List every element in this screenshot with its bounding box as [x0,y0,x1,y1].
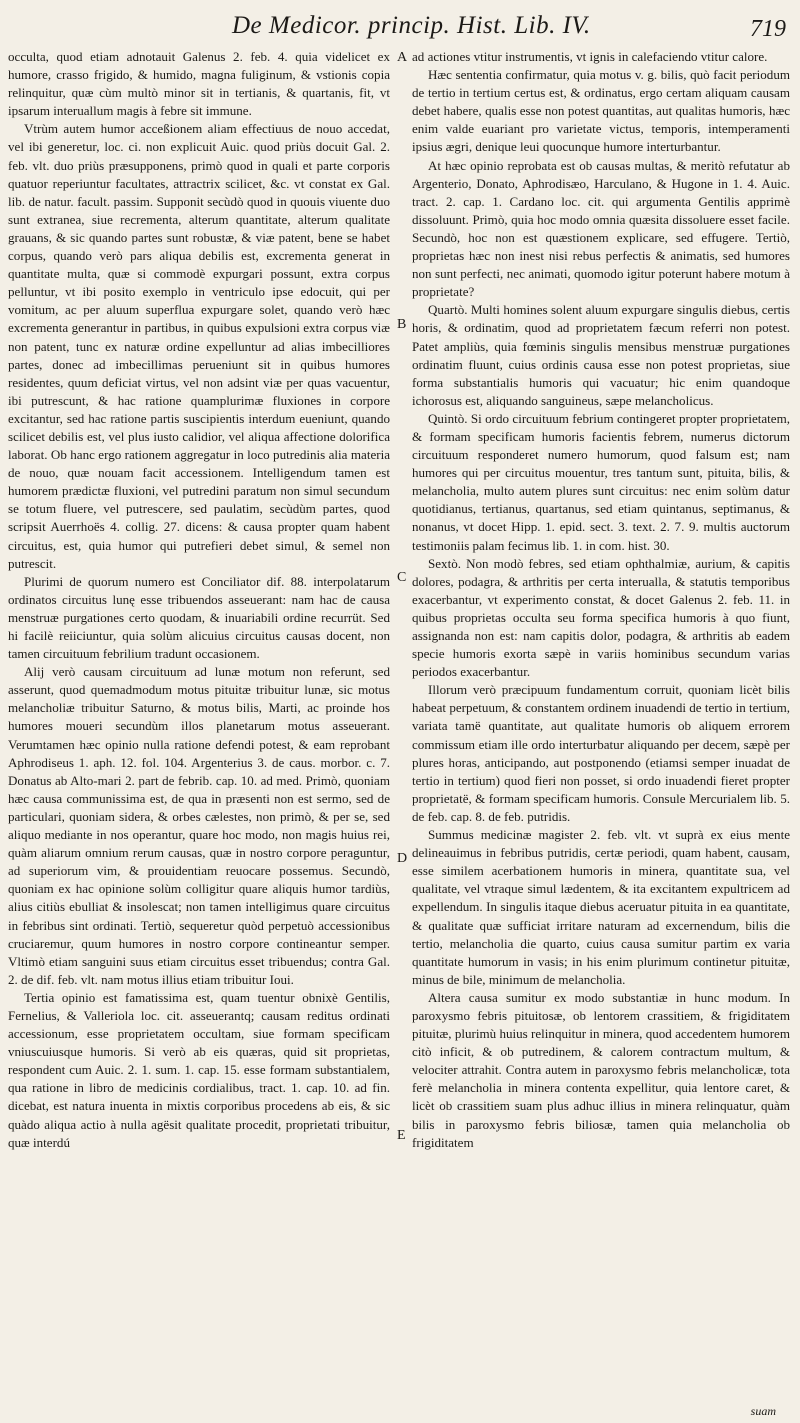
paragraph: Hæc sententia confirmatur, quia motus v. g. bilis, quò facit periodum de tertio in tertium certus est, & ordinatus, ergo certam aliquam causam debet habere, qualis esse non potest quantitas, aut qualitas humoris, hæc enim valde euariant pro varietate victus, temporis, intemperamenti ipsius ægri, denique leui quocunque humore interturbantur. [412,67,790,155]
paragraph: Tertia opinio est famatissima est, quam tuentur obnixè Gentilis, Fernelius, & Valleriola loc. cit. asseuerantq; causam reditus ordinati accessionum, esse proprietatem occultam, siue formam specificam vniuscuiusque humoris. Si verò ab eis quæras, quid sit proprietas, respondent cum Auic. 2. 1. sum. 1. cap. 15. esse formam substantialem, qua ratione in libro de medicinis cordialibus, tract. 1. cap. 10. ad fin. dicebat, est natura inuenta in mixtis corporibus procedens ab eis, & sic quàdo aliqua actio à nulla agësit qualitate procedit, proprietati tribuitur, quæ interdú [8,989,390,1150]
paragraph: Alij verò causam circuituum ad lunæ motum non referunt, sed asserunt, quod quemadmodum motus pituitæ tribuitur lunæ, sic motus melancholiæ tribuitur Saturno, & motus bilis, Marti, ac proinde hos humores moueri secundùm illos planetarum motus asseuerant. Verumtamen hæc opinio nulla ratione defendi potest, & eam reprobant Aphrodiseus 1. aph. 12. fol. 104. Argenterius 3. de caus. morbor. c. 7. Donatus ab Alto-mari 2. part de febrib. cap. 10. ad med. Primò, quoniam hæc causa communissima est, de qua in præsenti non est sermo, sed de particulari, quoniam sidera, & orbes cælestes, non primò, & per se, sed aliquo mediante in nos operantur, quare hoc modo, non magis huius rei, quàm aliarum omnium rerum causas, quæ in nostro corpore peraguntur, ad superiorum vim, & prouidentiam reuocare possemus. Secundò, quoniam ex hac opinione solùm colligitur quare aliquis humor tardiùs, alius citiùs ebulliat & insolescat; non tamen intelligimus quare circuitus in febribus sint ordinati. Tertiò, sequeretur quòd perpetuò accessionibus cruciaremur, quum humores in nostro corpore contineantur semper. Vltimò etiam sanguini suus etiam circuitus esset tribuendus; contra Gal. 2. de dif. feb. vlt. nam motus illius etiam tribuitur Ioui. [8,664,390,987]
running-title: De Medicor. princip. Hist. Lib. IV. [232,12,591,39]
page-number: 719 [750,16,786,42]
left-column [8,48,390,1152]
right-column [412,48,790,1152]
paragraph: Altera causa sumitur ex modo substantiæ in hunc modum. In paroxysmo febris pituitosæ, ob lentorem crassitiem, & frigiditatem pituitæ, plurimù huius relinquitur in minera, quod accedentem humorem citò inficit, & ob putredinem, & calorem contractum multum, & velociter attrahit. Contra autem in paroxysmo febris melancholicæ, tota ferè melancholia in minera contenta expellitur, quia lentore caret, & licèt ob crassitiem suam plus adhuc illius in minera relinquatur, quàm bilis in paroxysmo febris biliosæ, tamen quia melancholia ob frigiditatem [412,989,790,1150]
paragraph: Summus medicinæ magister 2. feb. vlt. vt suprà ex eius mente delineauimus in febribus putridis, certæ periodi, quam habent, causam, esse similem acerbationem humoris in minera, quantitate sua, vel qualitate, vel vtraque simul lædentem, & ita excitantem expultricem ad expellendum. In singulis itaque diebus aceruatur pituita in ea quantitate, & qualitate quæ sufficiat irritare naturam ad excernendum, bilis die tertio, melancholia die quarto, cuius causa sumitur partim ex varia quantitate humorum in vasis; in his enim plurimum continetur pituitæ, minus de bile, minimum de melancholia. [412,827,790,987]
paragraph: ad actiones vtitur instrumentis, vt ignis in calefaciendo vtitur calore. [412,49,768,64]
paragraph: Quintò. Si ordo circuituum febrium contingeret propter proprietatem, & formam specificam humoris facientis febrem, numerus dictorum circuituum responderet numero humorum, quod falsum est; nam humores qui per circuitus mouentur, tres tantum sunt, pituita, bilis, & melancholia, multo autem plures sunt circuitus: nec enim solùm datur quotidianus, tertianus, quartanus, sed etiam quintanus, septimanus, & nonanus, vt docet Hipp. 1. epid. sect. 3. text. 2. 7. 9. multis auctorum testimoniis palam fecimus lib. 1. in com. hist. 30. [412,410,790,553]
catchword: suam [750,1404,776,1418]
margin-letter: C [397,570,407,585]
paragraph: At hæc opinio reprobata est ob causas multas, & meritò refutatur ab Argenterio, Donato, Aphrodisæo, Harculano, & Hugone in 1. 4. Auic. tract. 2. cap. 1. Cardano loc. cit. qui argumenta Gentilis apprimè dissoluunt. Primò, quia hoc modo omnia quæsita dissoluere esset facile. Secundò, hoc non est quæstionem explicare, sed effugere. Tertiò, proprietas hæc non inest nisi rebus perfectis & animatis, sed humores non sunt perfecti, nec animati, quomodo igitur poterunt habere motum à proprietate? [412,157,790,300]
paragraph: Illorum verò præcipuum fundamentum corruit, quoniam licèt bilis habeat perpetuum, & constantem ordinem inuadendi de tertio in tertium, variata tamë quantitate, aut qualitate humoris ob aliquem errorem commissum etiam ille ordo interturbatur aliquando per decem, sæpè per plures horas, anticipando, aut postponendo (etiamsi semper inuadat de tertio in tertium) quod fieri non posset, si ordo inuadendi fieret propter proprietatë, & formam specificam humoris. Consule Mercurialem lib. 5. de feb. cap. 8. de feb. putridis. [412,682,790,824]
margin-letter: B [397,317,407,332]
paragraph: Quartò. Multi homines solent aluum expurgare singulis diebus, certis horis, & ordinatim, quod ad proprietatem fæcum referri non potest. Patet ampliùs, quia fœminis singulis mensibus menstruæ purgationes ordinatim fluunt, cuius ordinis causa esse non potest proprietas, siue forma substantialis humoris qui vacuatur; hic enim quandoque ichorosus est, aliquando sanguineus, sæpe melancholicus. [412,302,790,408]
margin-letter: A [397,50,408,65]
margin-letter: E [397,1128,406,1143]
margin-letter: D [397,851,408,866]
paragraph: occulta, quod etiam adnotauit Galenus 2. feb. 4. quia videlicet ex humore, crasso frigido, & humido, magna fuliginum, & vstionis copia relinquitur, quæ cùm multò minor sit in tertianis, & quartanis, fit, vt ipsarum interuallum magis à febre sit immune. [8,49,390,119]
margin-letters [397,0,413,1423]
paragraph: Vtrùm autem humor acceßionem aliam effectiuus de nouo accedat, vel ibi generetur, loc. ci. non explicuit Auic. quod priùs docuit Gal. 2. feb. vlt. duo priùs præsupponens, primò quod in quali et parte corporis quatuor reperiuntur facultates, attractrix scilicet, &c. vt constat ex Gal. lib. de natur. facult. passim. Supponit secùdò quod in quouis viuente duo sunt extranea, siue recrementa, alterum quantitate, alterum qualitate grauans, & sic quando partes sunt robustæ, & viæ patent, bene se habet corpus, quando verò pars aliqua debilis est, excrementa generat in quantitate multa, quæ si commodè expurgari possunt, extra corpus pelluntur, vt ibi posito exemplo in ventriculo ipse edocuit, qui per vomitum, ac per aluum superflua expurgare solet, quando verò hæc excrementa generantur in partibus, in quibus expulsioni extra corpus viæ non patent, tunc ex naturæ ordine expelluntur ad alias imbecilliores partes, donec ad imbecillimas perueniunt sit in quibus humores residentes, quum deficiat virtus, vel non adsint viæ per quas vacuentur, ibi putrescunt, & hac ratione quamplurimæ fluxiones in corpore excitantur, sed hac ratione partis suscipientis interdum eueniunt, quando scilicet debilis est, vel plus iusto calidior, vel aliqua affectione dolorifica laborat. Ob hanc ergo rationem aggregatur in loco putredinis alia materia de nouo, quæ nouam facit accessionem. Intelligendum tamen est humorem prædictæ fluxioni, vel putredini paratum non simul secundum se totum fluere, vel putrescere, sed paulatim, secùdùm partes, quod scripsit Auerrhoës 4. collig. 27. dicens: & causa propter quam habent circuitus, est, quia humor qui putrefieri debet simul, & semel non putrescit. [8,121,390,571]
paragraph: Sextò. Non modò febres, sed etiam ophthalmiæ, aurium, & capitis dolores, podagra, & arthritis per certa interualla, & statutis temporibus exacerbantur, vt experimento constat, & docet Galenus 2. feb. 11. in quibus proprietas occulta seu forma specifica humoris à quo fiunt, assignanda non est: nam capitis dolor, podagra, & arthritis ab eadem specie humoris exorta sæpè in variis hominibus secundum varias periodos exacerbantur. [412,555,790,680]
paragraph: Plurimi de quorum numero est Conciliator dif. 88. interpolatarum ordinatos circuitus lunę esse tribuendos asseuerant: nam hac de causa menstruæ purgationes certo quodam, & inuariabili ordine recurrüt. Sed hi facilè reiiciuntur, quia solùm alicuius circuitus causas docent, non tamen circuituum febrilium tradunt occasionem. [8,573,390,662]
